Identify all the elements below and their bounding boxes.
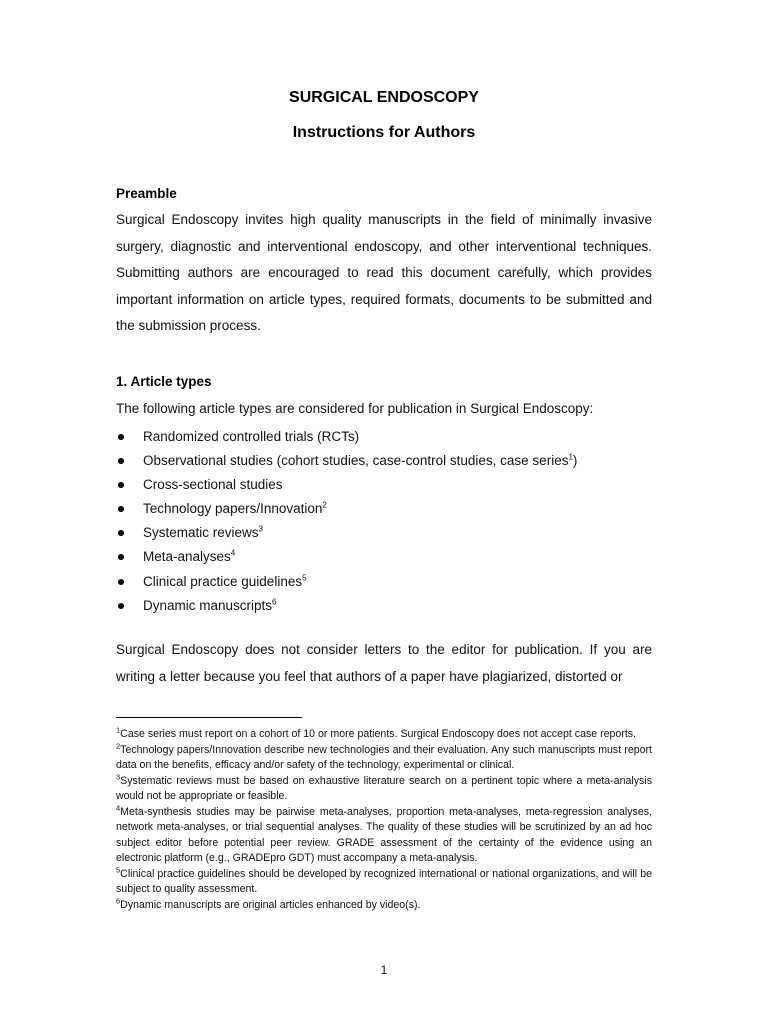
list-item-text: Technology papers/Innovation	[143, 501, 323, 517]
footnote-number: 3	[116, 771, 121, 781]
footnote-number: 1	[116, 725, 121, 735]
footnote-ref[interactable]: 3	[258, 524, 263, 534]
footnote	[116, 895, 652, 914]
bullet-icon	[118, 603, 124, 609]
list-item-text: Clinical practice guidelines	[143, 573, 303, 589]
bullet-icon	[118, 506, 124, 512]
bullet-icon	[118, 434, 124, 440]
list-item	[116, 545, 652, 569]
footnote-ref[interactable]: 4	[230, 548, 236, 558]
list-item	[116, 425, 652, 449]
bullet-icon	[118, 458, 124, 464]
footnote-divider	[116, 717, 302, 718]
footnote-text: Technology papers/Innovation describe new technologies and their evaluation. Any such manuscripts must report data on the benefits, efficacy and/or safety of the technology, experimental or clinical.	[116, 743, 652, 771]
footnote-text: Dynamic manuscripts are original articles enhanced by video(s).	[120, 898, 421, 911]
bullet-icon	[118, 554, 124, 560]
footnote	[116, 740, 652, 774]
bullet-icon	[118, 530, 124, 536]
list-item-text: Dynamic manuscripts	[143, 597, 273, 613]
list-item-text: Systematic reviews	[143, 525, 259, 541]
bullet-icon	[118, 482, 124, 488]
footnote	[116, 802, 652, 867]
document-title: SURGICAL ENDOSCOPY	[289, 89, 479, 106]
list-item-text: Cross-sectional studies	[143, 477, 283, 493]
article-types-closing: Surgical Endoscopy does not consider letters to the editor for publication. If you are writing a letter because you feel that authors of a paper have plagiarized, distorted or	[116, 642, 652, 684]
footnote-ref[interactable]: 2	[322, 500, 327, 510]
preamble-text: Surgical Endoscopy invites high quality manuscripts in the field of minimally invasive surgery, diagnostic and interventional endoscopy, and other interventional techniques. Submitting authors are encouraged to read this document carefully, which provides important information on article types, required formats, documents to be submitted and the submission process.	[116, 212, 652, 334]
list-item	[116, 473, 652, 497]
footnote-ref[interactable]: 6	[272, 597, 277, 607]
footnote-text: Clinical practice guidelines should be developed by recognized international or national organizations, and will be subject to quality assessment.	[116, 867, 652, 895]
footnote-text: Meta-synthesis studies may be pairwise meta-analyses, proportion meta-analyses, meta-regression analyses, network meta-analyses, or trial sequential analyses. The quality of these studies will be scrutinized by an ad hoc subject editor before potential peer review. GRADE assessment of the certainty of the evidence using an electronic platform (e.g., GRADEpro GDT) must accompany a meta-analysis.	[116, 805, 652, 864]
preamble-heading: Preamble	[116, 186, 177, 201]
footnotes-list	[116, 727, 652, 913]
list-item	[116, 594, 652, 618]
footnote	[116, 771, 652, 805]
list-item-text: Randomized controlled trials (RCTs)	[143, 429, 360, 444]
list-item	[116, 570, 652, 594]
footnote-number: 2	[116, 740, 121, 750]
footnote-number: 5	[116, 864, 121, 874]
document-subtitle: Instructions for Authors	[292, 124, 476, 141]
footnote-number: 4	[116, 802, 121, 812]
list-item-text: Observational studies (cohort studies, case-control studies, case series	[143, 453, 569, 469]
article-types-intro: The following article types are considered for publication in Surgical Endoscopy:	[116, 401, 594, 416]
page-number: 1	[380, 963, 388, 977]
bullet-icon	[118, 579, 124, 585]
footnote-ref[interactable]: 5	[302, 573, 307, 583]
article-types-list	[116, 425, 652, 618]
list-item	[116, 521, 652, 545]
footnote-text: Systematic reviews must be based on exhaustive literature search on a pertinent topic where a meta-analysis would not be appropriate or feasible.	[116, 774, 652, 802]
list-item: Observational studies (cohort studies, case-control studies, case series$^1$)	[116, 449, 652, 473]
footnote-ref[interactable]: 1	[568, 452, 573, 462]
article-types-heading: 1. Article types	[116, 374, 212, 389]
list-item	[116, 497, 652, 521]
list-item-text: Meta-analyses	[143, 549, 231, 565]
footnote	[116, 727, 652, 743]
footnote-number: 6	[116, 895, 121, 905]
footnote-text: Case series must report on a cohort of 10 or more patients. Surgical Endoscopy does not accept case reports.	[120, 728, 637, 740]
footnote	[116, 864, 652, 898]
